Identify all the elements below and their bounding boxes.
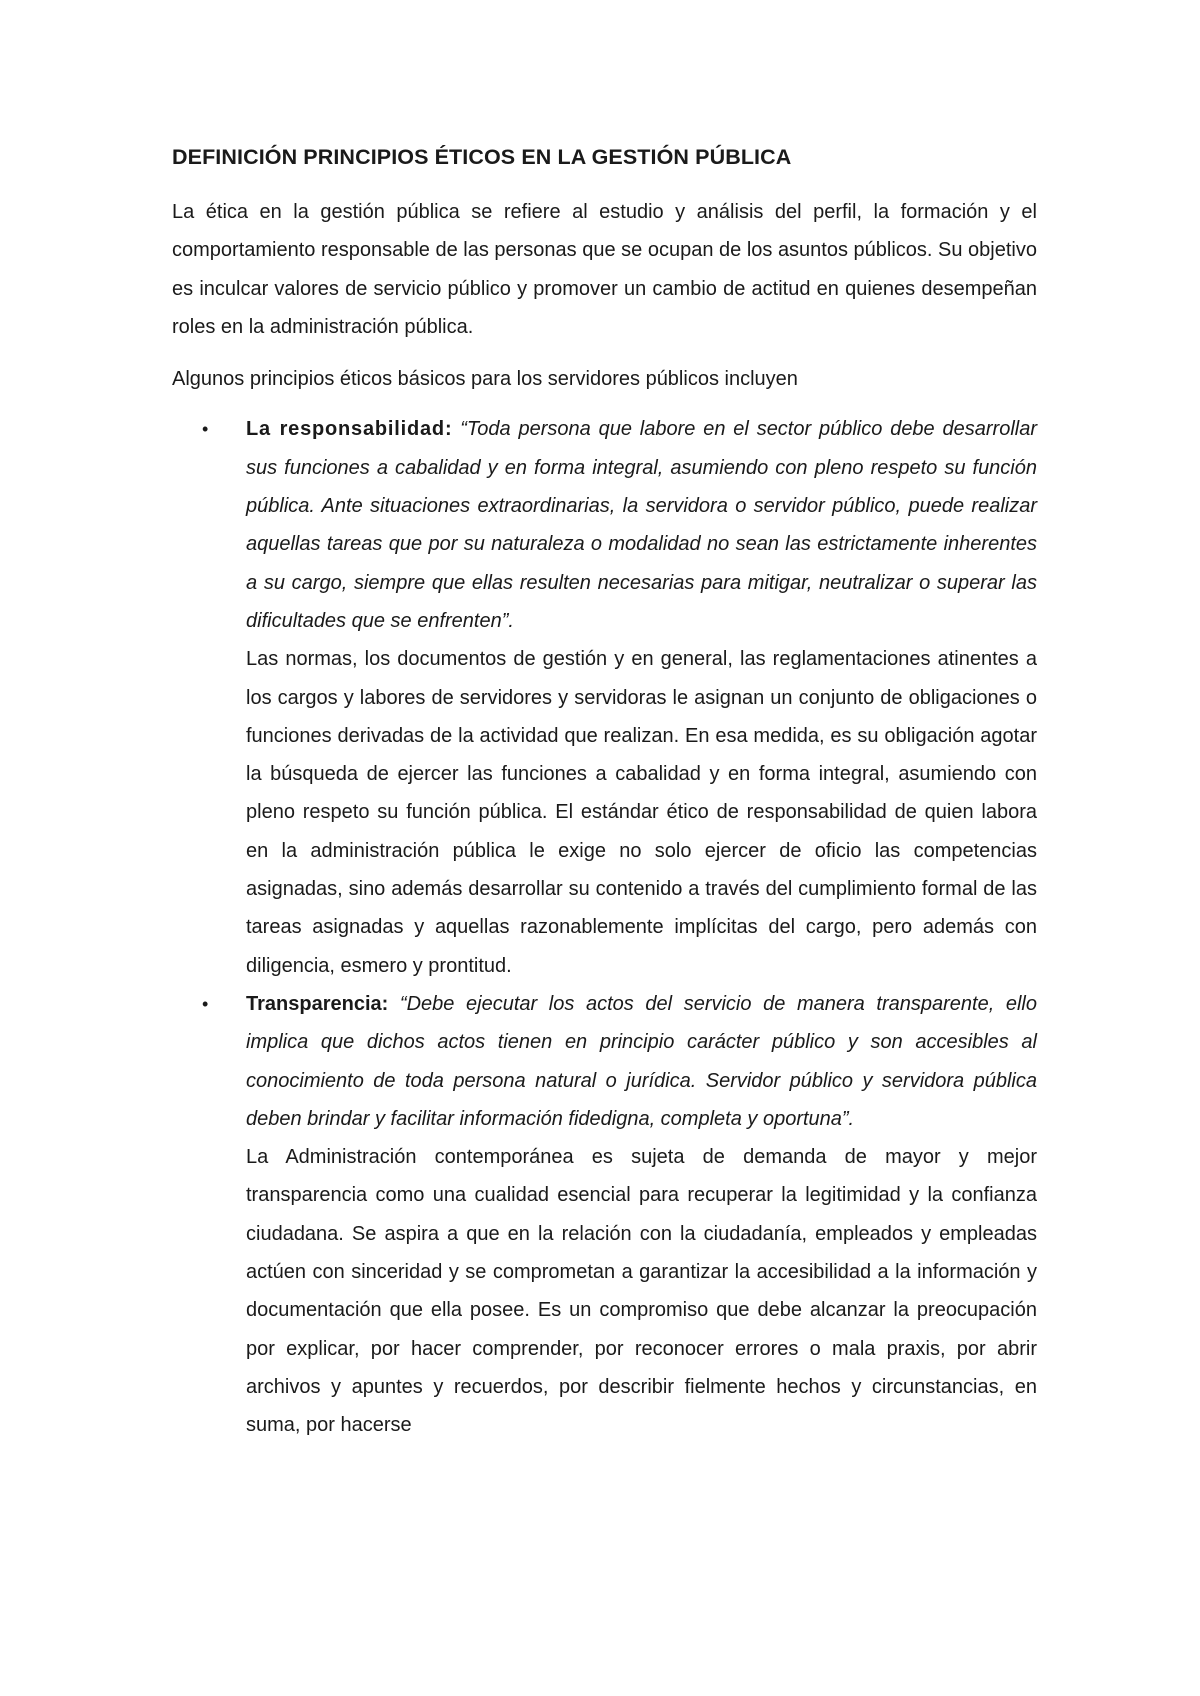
list-item-transparencia	[172, 985, 1037, 1445]
list-intro: Algunos principios éticos básicos para los servidores públicos incluyen	[172, 368, 798, 391]
principle-term: La responsabilidad:	[246, 418, 453, 441]
principle-quote: “Toda persona que labore en el sector público debe desarrollar sus funciones a cabalidad y en forma integral, asumiendo con pleno respeto su función pública. Ante situaciones extraordinarias, la servidora o servidor público, puede realizar aquellas tareas que por su naturaleza o modalidad no sean las estrictamente inherentes a su cargo, siempre que ellas resulten necesarias para mitigar, neutralizar o superar las dificultades que se enfrenten”.	[246, 418, 1037, 632]
principles-list	[172, 410, 1037, 1444]
list-item-responsabilidad	[172, 410, 1037, 984]
bullet-icon: •	[202, 419, 209, 440]
bullet-icon: •	[202, 993, 209, 1014]
document-title: DEFINICIÓN PRINCIPIOS ÉTICOS EN LA GESTIÓN PÚBLICA	[172, 145, 792, 169]
document-page	[172, 143, 1037, 1445]
principle-term: Transparencia:	[246, 992, 389, 1015]
intro-paragraph: La ética en la gestión pública se refiere al estudio y análisis del perfil, la formación y el comportamiento responsable de las personas que se ocupan de los asuntos públicos. Su objetivo es inculcar valores de servicio público y promover un cambio de actitud en quienes desempeñan roles en la administración pública.	[172, 201, 1037, 338]
principle-explanation: Las normas, los documentos de gestión y en general, las reglamentaciones atinentes a los cargos y labores de servidores y servidoras le asignan un conjunto de obligaciones o funciones derivadas de la actividad que realizan. En esa medida, es su obligación agotar la búsqueda de ejercer las funciones a cabalidad y en forma integral, asumiendo con pleno respeto su función pública. El estándar ético de responsabilidad de quien labora en la administración pública le exige no solo ejercer de oficio las competencias asignadas, sino además desarrollar su contenido a través del cumplimiento formal de las tareas asignadas y aquellas razonablemente implícitas del cargo, pero además con diligencia, esmero y prontitud.	[246, 648, 1037, 977]
principle-explanation: La Administración contemporánea es sujeta de demanda de mayor y mejor transparencia como una cualidad esencial para recuperar la legitimidad y la confianza ciudadana. Se aspira a que en la relación con la ciudadanía, empleados y empleadas actúen con sinceridad y se comprometan a garantizar la accesibilidad a la información y documentación que ella posee. Es un compromiso que debe alcanzar la preocupación por explicar, por hacer comprender, por reconocer errores o mala praxis, por abrir archivos y apuntes y recuerdos, por describir fielmente hechos y circunstancias, en suma, por hacerse	[246, 1146, 1037, 1437]
principle-quote: “Debe ejecutar los actos del servicio de manera transparente, ello implica que dichos actos tienen en principio carácter público y son accesibles al conocimiento de toda persona natural o jurídica. Servidor público y servidora pública deben brindar y facilitar información fidedigna, completa y oportuna”.	[246, 992, 1037, 1130]
